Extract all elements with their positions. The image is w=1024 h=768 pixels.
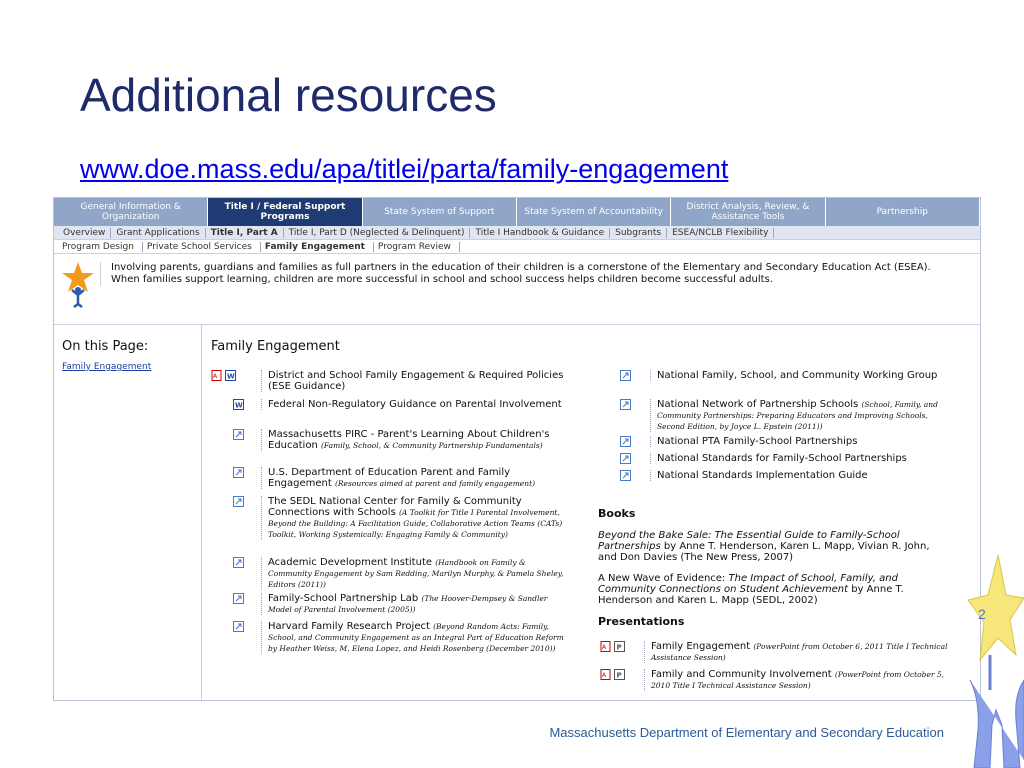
powerpoint-icon[interactable] xyxy=(614,669,625,680)
powerpoint-icon[interactable] xyxy=(614,641,625,652)
resource-link[interactable]: National Network of Partnership Schools xyxy=(657,399,859,410)
pdf-icon[interactable] xyxy=(600,669,611,680)
resource-note: (Handbook on Family & Community Engagement by Sam Redding, Marilyn Murphy, & Pamela Sheley, Editors (2011)) xyxy=(268,558,564,589)
presentation-link[interactable]: Family Engagement xyxy=(651,641,751,652)
resource-link[interactable]: The SEDL National Center for Family & Community Connections with Schools xyxy=(268,496,522,518)
pdf-icon[interactable] xyxy=(600,641,611,652)
resource-item xyxy=(211,593,571,617)
top-navigation xyxy=(54,198,980,226)
resource-item xyxy=(620,436,960,450)
resource-link[interactable]: District and School Family Engagement & Required Policies (ESE Guidance) xyxy=(268,370,564,392)
slide-title: Additional resources xyxy=(80,69,497,121)
external-link-icon[interactable] xyxy=(620,399,631,410)
resource-url-link[interactable]: www.doe.mass.edu/apa/titlei/parta/family-engagement xyxy=(80,154,729,184)
nav-tab-general-info[interactable]: General Information & Organization xyxy=(54,198,208,226)
main-content xyxy=(202,325,980,701)
subnav-subgrants[interactable]: Subgrants xyxy=(610,228,667,238)
external-link-icon[interactable] xyxy=(620,470,631,481)
nav-tab-district-analysis[interactable]: District Analysis, Review, & Assistance Tools xyxy=(671,198,825,226)
presentation-note: (PowerPoint from October 6, 2011 Title I Technical Assistance Session) xyxy=(651,642,948,662)
resource-item xyxy=(620,453,960,467)
nav-tab-title-i[interactable]: Title I / Federal Support Programs xyxy=(208,198,362,226)
presentation-item xyxy=(600,641,960,667)
resource-link[interactable]: National PTA Family-School Partnerships xyxy=(657,436,858,447)
resource-link[interactable]: Massachusetts PIRC - Parent's Learning About Children's Education xyxy=(268,429,550,451)
subnav-family-engagement[interactable]: Family Engagement xyxy=(261,242,374,252)
word-doc-icon[interactable] xyxy=(225,370,236,381)
slide-footer: Massachusetts Department of Elementary and Secondary Education xyxy=(549,725,944,740)
resource-link[interactable]: Academic Development Institute xyxy=(268,557,433,568)
external-link-icon[interactable] xyxy=(620,436,631,447)
star-person-icon xyxy=(60,260,96,308)
subnav-program-review[interactable]: Program Review xyxy=(374,242,460,252)
subnav-title-i-part-a[interactable]: Title I, Part A xyxy=(206,228,284,238)
nav-tab-state-accountability[interactable]: State System of Accountability xyxy=(517,198,671,226)
resource-item xyxy=(211,399,571,423)
external-link-icon[interactable] xyxy=(620,370,631,381)
resource-item xyxy=(211,370,571,394)
presentation-link[interactable]: Family and Community Involvement xyxy=(651,669,832,680)
resource-item xyxy=(211,429,571,465)
resource-note: (A Toolkit for Title I Parental Involvement, Beyond the Building: A Facilitation Guide, Collaborative Action Teams (CATs) Toolkit, Working Systemically: Engaging Family & Community) xyxy=(268,508,563,539)
word-doc-icon[interactable] xyxy=(233,399,244,410)
content-body xyxy=(54,325,980,701)
resource-link[interactable]: National Standards Implementation Guide xyxy=(657,470,868,481)
external-link-icon[interactable] xyxy=(233,467,244,478)
subnav-title-i-part-d[interactable]: Title I, Part D (Neglected & Delinquent) xyxy=(284,228,471,238)
on-this-page-sidebar xyxy=(54,325,202,701)
page-number: 2 xyxy=(978,606,986,622)
subnav-handbook[interactable]: Title I Handbook & Guidance xyxy=(470,228,610,238)
svg-text:A: A xyxy=(602,672,607,679)
sub-navigation-secondary xyxy=(54,240,980,254)
resource-note: (Family, School, & Community Partnership Fundamentals) xyxy=(320,441,543,450)
resource-note: (Beyond Random Acts: Family, School, and Community Engagement as an Integral Part of Education Reform by Heather Weiss, M. Elena Lopez, and Heidi Rosenberg (December 2010)) xyxy=(268,622,564,653)
books-heading: Books xyxy=(598,507,636,520)
intro-section xyxy=(54,254,980,325)
resource-link[interactable]: National Family, School, and Community Working Group xyxy=(657,370,938,381)
resource-link[interactable]: National Standards for Family-School Partnerships xyxy=(657,453,907,464)
external-link-icon[interactable] xyxy=(233,621,244,632)
resource-note: (School, Family, and Community Partnerships: Preparing Educators and Improving Schools, Second Edition, by Joyce L. Epstein (2011)) xyxy=(657,400,938,431)
resource-item xyxy=(620,470,960,484)
section-heading: Family Engagement xyxy=(211,339,340,354)
sidebar-link-family-engagement[interactable]: Family Engagement xyxy=(62,362,152,372)
subnav-esea-flexibility[interactable]: ESEA/NCLB Flexibility xyxy=(667,228,774,238)
book-item xyxy=(598,573,943,606)
resource-item xyxy=(211,557,571,587)
resource-item xyxy=(620,399,960,433)
external-link-icon[interactable] xyxy=(620,453,631,464)
external-link-icon[interactable] xyxy=(233,496,244,507)
svg-text:W: W xyxy=(235,401,243,410)
external-link-icon[interactable] xyxy=(233,429,244,440)
pdf-icon[interactable] xyxy=(211,370,222,381)
subnav-grant-applications[interactable]: Grant Applications xyxy=(111,228,205,238)
resource-link[interactable]: Family-School Partnership Lab xyxy=(268,593,419,604)
nav-tab-partnership[interactable]: Partnership xyxy=(826,198,980,226)
resource-link[interactable]: Harvard Family Research Project xyxy=(268,621,430,632)
svg-text:P: P xyxy=(616,643,622,652)
resource-item xyxy=(211,621,571,665)
external-link-icon[interactable] xyxy=(233,593,244,604)
resource-link[interactable]: U.S. Department of Education Parent and Family Engagement xyxy=(268,467,511,489)
intro-text: Involving parents, guardians and families as full partners in the education of their children is a cornerstone of the Elementary and Secondary Education Act (ESEA). When families support learning, children are more successful in school and school success helps children become successful adults. xyxy=(100,262,950,286)
book-prefix: A New Wave of Evidence: xyxy=(598,573,726,584)
resource-item xyxy=(211,496,571,552)
subnav-program-design[interactable]: Program Design xyxy=(58,242,143,252)
subnav-private-school[interactable]: Private School Services xyxy=(143,242,261,252)
book-item xyxy=(598,530,943,563)
svg-text:A: A xyxy=(213,373,218,380)
resource-note: (Resources aimed at parent and family engagement) xyxy=(334,479,536,488)
svg-text:A: A xyxy=(602,644,607,651)
subnav-overview[interactable]: Overview xyxy=(58,228,111,238)
book-title: The Impact of School, Family, and Community Connections on Student Achievement xyxy=(598,573,898,595)
resource-item xyxy=(211,467,571,493)
book-authors: by Anne T. Henderson and Karen L. Mapp (SEDL, 2002) xyxy=(598,584,904,606)
resource-link[interactable]: Federal Non-Regulatory Guidance on Parental Involvement xyxy=(268,399,562,410)
book-title: Beyond the Bake Sale: The Essential Guide to Family-School Partnerships xyxy=(598,530,900,552)
website-screenshot xyxy=(53,197,981,701)
sub-navigation-primary xyxy=(54,226,980,240)
resource-item xyxy=(620,370,960,394)
resource-note: (The Hoover-Dempsey & Sandler Model of Parental Involvement (2005)) xyxy=(268,594,548,614)
star-figure-decoration-icon xyxy=(950,550,1024,768)
book-authors: by Anne T. Henderson, Karen L. Mapp, Vivian R. John, and Don Davies (The New Press, 2007) xyxy=(598,541,930,563)
nav-tab-state-support[interactable]: State System of Support xyxy=(363,198,517,226)
external-link-icon[interactable] xyxy=(233,557,244,568)
sidebar-heading: On this Page: xyxy=(62,339,149,354)
presentations-heading: Presentations xyxy=(598,615,685,628)
presentation-item xyxy=(600,669,960,695)
svg-text:P: P xyxy=(616,671,622,680)
svg-text:W: W xyxy=(227,372,235,381)
presentation-note: (PowerPoint from October 5, 2010 Title I Technical Assistance Session) xyxy=(651,670,945,690)
